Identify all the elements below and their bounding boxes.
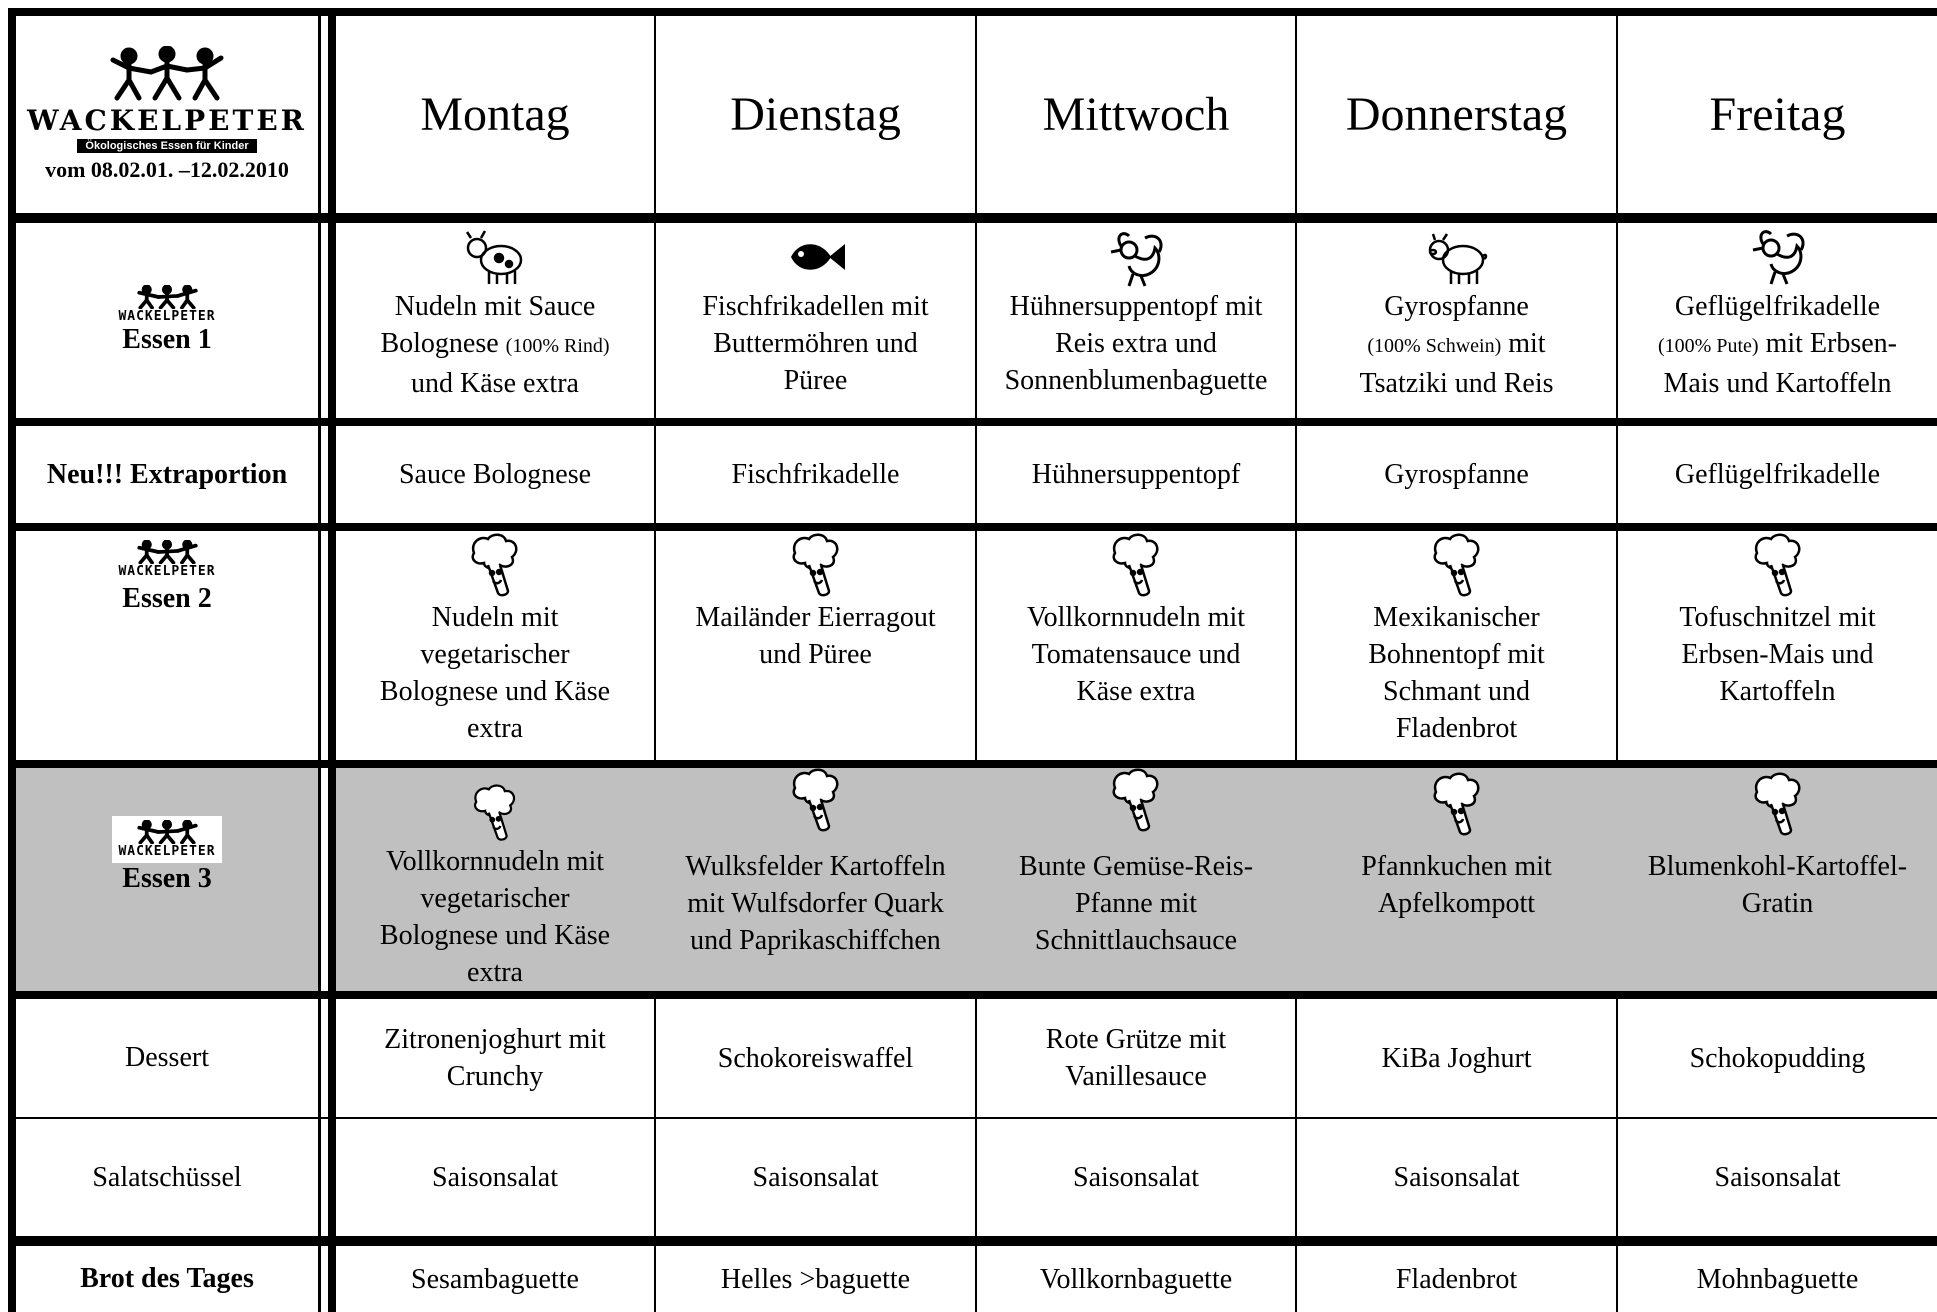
meal-line: Schmant und bbox=[1383, 676, 1530, 707]
meal-line: Erbsen-Mais und bbox=[1681, 639, 1874, 670]
fish-icon bbox=[781, 226, 851, 288]
meal-line: Gratin bbox=[1741, 888, 1814, 919]
meal-line-with-note: Bolognese (100% Rind) bbox=[380, 328, 610, 359]
essen1-monday bbox=[336, 226, 654, 418]
day-header-tuesday: Dienstag bbox=[730, 88, 901, 141]
broccoli-icon bbox=[1430, 772, 1484, 838]
essen2-monday bbox=[336, 533, 654, 760]
extra-wednesday: Hühnersuppentopf bbox=[1031, 459, 1241, 490]
meal-line: Tsatziki und Reis bbox=[1359, 368, 1554, 399]
broccoli-icon bbox=[1430, 533, 1484, 599]
meat-origin-note: (100% Schwein) bbox=[1367, 335, 1502, 357]
meal-line: Blumenkohl-Kartoffel- bbox=[1647, 851, 1908, 882]
meal-line: Geflügelfrikadelle bbox=[1674, 291, 1881, 322]
salad-monday: Saisonsalat bbox=[432, 1162, 558, 1193]
meat-origin-note: (100% Pute) bbox=[1658, 335, 1759, 357]
mini-logo-wordmark: WACKELPETER bbox=[118, 844, 216, 859]
broccoli-icon bbox=[468, 533, 522, 599]
row-label-essen3 bbox=[16, 768, 318, 991]
meal-line: Hühnersuppentopf mit bbox=[1009, 291, 1263, 322]
broccoli-icon bbox=[1751, 772, 1805, 838]
mini-logo-wordmark: WACKELPETER bbox=[118, 309, 216, 324]
dessert-friday bbox=[1618, 999, 1937, 1117]
meal-line: Käse extra bbox=[1076, 676, 1196, 707]
meal-line: Bohnentopf mit bbox=[1368, 639, 1545, 670]
meal-line: mit Wulfsdorfer Quark bbox=[687, 888, 944, 919]
meal-line: Wulksfelder Kartoffeln bbox=[685, 851, 946, 882]
row-divider bbox=[8, 991, 1937, 999]
meal-line: Schokopudding bbox=[1689, 1042, 1866, 1074]
meal-line: Rote Grütze mit bbox=[1045, 1024, 1227, 1055]
essen1-friday bbox=[1618, 222, 1937, 418]
meal-line: Vanillesauce bbox=[1065, 1061, 1207, 1092]
essen3-wednesday bbox=[977, 768, 1295, 991]
meal-line: Tofuschnitzel mit bbox=[1679, 602, 1876, 633]
header-logo-cell bbox=[16, 16, 318, 213]
essen1-wednesday bbox=[977, 226, 1295, 418]
meal-line: Kartoffeln bbox=[1719, 676, 1836, 707]
extra-thursday: Gyrospfanne bbox=[1384, 459, 1529, 490]
extra-monday: Sauce Bolognese bbox=[398, 459, 592, 490]
mini-logo-box bbox=[112, 816, 221, 863]
meal-line: vegetarischer bbox=[420, 639, 570, 670]
meal-line: Zitronenjoghurt mit bbox=[384, 1024, 606, 1055]
meal-line: Bunte Gemüse-Reis- bbox=[1018, 851, 1254, 882]
meal-line: Fischfrikadellen mit bbox=[702, 291, 929, 322]
essen3-monday bbox=[336, 784, 654, 991]
broccoli-icon bbox=[1109, 533, 1163, 599]
meal-line: Pfanne mit bbox=[1074, 888, 1198, 919]
bread-monday: Sesambaguette bbox=[411, 1263, 579, 1295]
rooster-icon bbox=[1743, 222, 1813, 288]
meal-line: extra bbox=[467, 957, 523, 988]
rooster-icon bbox=[1101, 226, 1171, 288]
row-label-essen2 bbox=[16, 540, 318, 760]
dessert-tuesday bbox=[656, 999, 975, 1117]
meal-line: extra bbox=[467, 713, 523, 744]
mini-kids-logo-icon bbox=[135, 540, 199, 564]
cow-icon bbox=[463, 226, 527, 288]
meal-line: Apfelkompott bbox=[1377, 888, 1536, 919]
meal-line: Nudeln mit Sauce bbox=[394, 291, 596, 322]
broccoli-icon bbox=[1109, 768, 1163, 834]
essen3-friday bbox=[1618, 772, 1937, 991]
essen3-tuesday bbox=[656, 768, 975, 991]
meal-line: Fladenbrot bbox=[1395, 713, 1518, 744]
essen3-thursday bbox=[1297, 772, 1616, 991]
day-header-thursday: Donnerstag bbox=[1345, 88, 1568, 141]
essen2-wednesday bbox=[977, 533, 1295, 760]
row-label-bread: Brot des Tages bbox=[80, 1263, 254, 1294]
day-header-friday: Freitag bbox=[1709, 88, 1846, 141]
row-label-text: Essen 1 bbox=[122, 324, 212, 355]
dessert-thursday bbox=[1297, 999, 1616, 1117]
meal-line: Bolognese und Käse bbox=[379, 920, 611, 951]
mini-kids-logo-icon bbox=[135, 285, 199, 309]
dessert-monday bbox=[336, 999, 654, 1117]
meal-line: Mexikanischer bbox=[1373, 602, 1540, 633]
meal-line: und Käse extra bbox=[411, 368, 579, 399]
meal-line: Reis extra und bbox=[1055, 328, 1217, 359]
salad-wednesday: Saisonsalat bbox=[1073, 1162, 1199, 1193]
salad-friday: Saisonsalat bbox=[1714, 1162, 1841, 1193]
broccoli-icon bbox=[468, 784, 522, 843]
meal-line: Püree bbox=[783, 365, 848, 396]
meal-line: Tomatensauce und bbox=[1031, 639, 1241, 670]
row-divider bbox=[8, 523, 1937, 531]
row-divider bbox=[8, 1236, 1937, 1246]
meal-line-with-note: (100% Pute) mit Erbsen- bbox=[1658, 328, 1897, 359]
broccoli-icon bbox=[1751, 533, 1805, 599]
row-label-extraportion: Neu!!! Extraportion bbox=[46, 458, 288, 490]
salad-tuesday: Saisonsalat bbox=[752, 1162, 879, 1193]
logo-wordmark: WACKELPETER bbox=[27, 104, 307, 137]
meal-line: Nudeln mit bbox=[431, 602, 559, 633]
meal-line: und Püree bbox=[759, 639, 872, 670]
meal-line: Pfannkuchen mit bbox=[1361, 851, 1552, 882]
meal-line: Gyrospfanne bbox=[1384, 291, 1529, 322]
meal-line: Schnittlauchsauce bbox=[1034, 925, 1238, 956]
bread-friday: Mohnbaguette bbox=[1696, 1263, 1859, 1295]
dessert-wednesday bbox=[977, 999, 1295, 1117]
meal-line: Buttermöhren und bbox=[713, 328, 918, 359]
essen2-friday bbox=[1618, 533, 1937, 760]
extra-tuesday: Fischfrikadelle bbox=[731, 459, 900, 490]
row-label-text: Essen 2 bbox=[122, 583, 212, 614]
meal-line: Bolognese und Käse bbox=[379, 676, 611, 707]
meal-line: Schokoreiswaffel bbox=[717, 1042, 914, 1074]
logo-tagline: Ökologisches Essen für Kinder bbox=[77, 139, 256, 153]
essen2-thursday bbox=[1297, 533, 1616, 760]
day-header-monday: Montag bbox=[420, 88, 570, 141]
date-range: vom 08.02.01. –12.02.2010 bbox=[45, 157, 289, 182]
essen1-thursday bbox=[1297, 226, 1616, 418]
row-label-text: Essen 3 bbox=[122, 863, 212, 894]
meal-line: Crunchy bbox=[446, 1061, 544, 1092]
meat-origin-note: (100% Rind) bbox=[505, 335, 610, 357]
broccoli-icon bbox=[789, 533, 843, 599]
pig-icon bbox=[1425, 226, 1489, 288]
essen2-tuesday bbox=[656, 533, 975, 760]
essen1-tuesday bbox=[656, 226, 975, 418]
meal-line: vegetarischer bbox=[420, 883, 570, 914]
row-divider bbox=[8, 418, 1937, 426]
broccoli-icon bbox=[789, 768, 843, 834]
meal-line: Vollkornnudeln mit bbox=[385, 846, 605, 877]
bread-thursday: Fladenbrot bbox=[1395, 1263, 1518, 1295]
extra-friday: Geflügelfrikadelle bbox=[1674, 459, 1881, 490]
bread-tuesday: Helles >baguette bbox=[720, 1263, 911, 1295]
table-top-border bbox=[8, 8, 1937, 16]
meal-line: und Paprikaschiffchen bbox=[690, 925, 941, 956]
meal-line: Sonnenblumenbaguette bbox=[1004, 365, 1268, 396]
row-divider bbox=[8, 760, 1937, 768]
day-header-wednesday: Mittwoch bbox=[1042, 88, 1230, 141]
meal-line-with-note: (100% Schwein) mit bbox=[1367, 328, 1546, 359]
dancing-kids-logo-icon bbox=[107, 46, 227, 104]
meal-line: Mais und Kartoffeln bbox=[1663, 368, 1892, 399]
row-label-salad: Salatschüssel bbox=[92, 1161, 242, 1193]
salad-thursday: Saisonsalat bbox=[1393, 1162, 1520, 1193]
meal-line: Vollkornnudeln mit bbox=[1026, 602, 1246, 633]
row-label-dessert: Dessert bbox=[125, 1042, 209, 1073]
bread-wednesday: Vollkornbaguette bbox=[1039, 1263, 1233, 1295]
row-label-essen1 bbox=[16, 223, 318, 418]
mini-kids-logo-icon bbox=[135, 820, 199, 844]
mini-logo-wordmark: WACKELPETER bbox=[118, 564, 216, 579]
meal-line: KiBa Joghurt bbox=[1381, 1042, 1532, 1074]
meal-line: Mailänder Eierragout bbox=[695, 602, 936, 633]
